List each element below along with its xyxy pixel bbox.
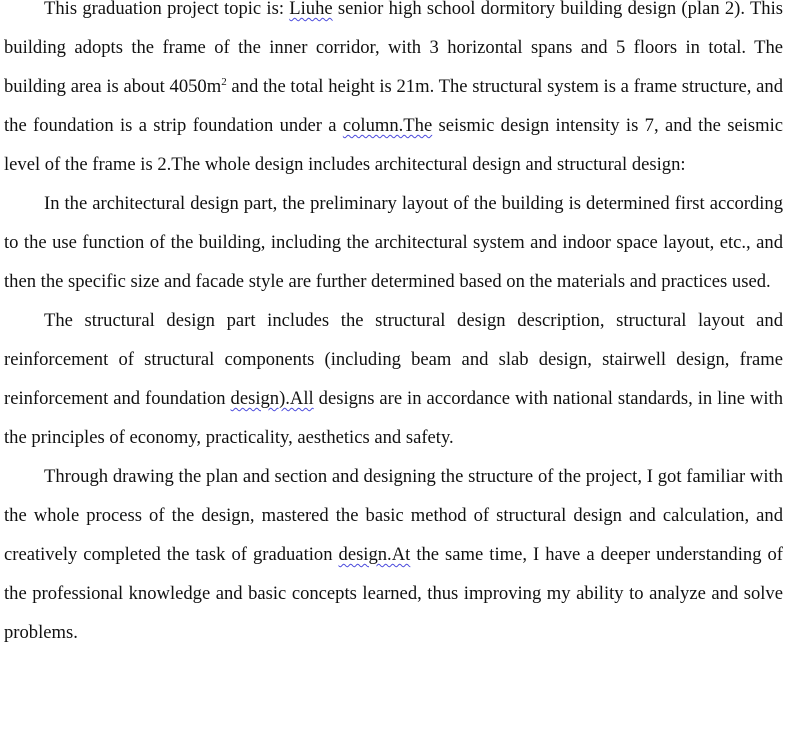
text-segment: In the architectural design part, the preliminary layout of the building is determined first according to the use function of the building, including the architectural system and indoor space layout, etc., and then the specific size and facade style are further determined based on the materials and practices used. bbox=[4, 193, 783, 292]
superscript-exponent: 2 bbox=[221, 76, 227, 88]
spellcheck-flagged-word[interactable]: column.The bbox=[342, 115, 433, 136]
document-page bbox=[4, 0, 783, 652]
paragraph-architectural-design bbox=[4, 184, 783, 301]
paragraph-structural-design bbox=[4, 301, 783, 457]
text-segment: The structural design part includes the structural design description, structural layout and reinforcement of structural components (including beam and slab design, stairwell design, frame reinforcement and foundation bbox=[4, 310, 783, 409]
spellcheck-flagged-word[interactable]: design).All bbox=[230, 388, 314, 409]
text-segment: and the total height is 21m. The structural system is a frame structure, and the foundation is a strip foundation under a bbox=[4, 76, 783, 136]
text-segment: Through drawing the plan and section and designing the structure of the project, I got familiar with the whole process of the design, mastered the basic method of structural design and calculation, and creatively completed the task of graduation bbox=[4, 466, 783, 565]
text-segment: seismic design intensity is 7, and the seismic level of the frame is 2.The whole design includes architectural design and structural design: bbox=[4, 115, 783, 175]
text-segment: the same time, I have a deeper understanding of the professional knowledge and basic concepts learned, thus improving my ability to analyze and solve problems. bbox=[4, 544, 783, 643]
paragraph-conclusion bbox=[4, 457, 783, 652]
text-segment: senior high school dormitory building design (plan 2). This building adopts the frame of the inner corridor, with 3 horizontal spans and 5 floors in total. The building area is about 4050m bbox=[4, 0, 783, 97]
paragraph-project-overview bbox=[4, 0, 783, 184]
spellcheck-flagged-word[interactable]: Liuhe bbox=[289, 0, 333, 19]
spellcheck-flagged-word[interactable]: design.At bbox=[338, 544, 411, 565]
text-segment: designs are in accordance with national standards, in line with the principles of economy, practicality, aesthetics and safety. bbox=[4, 388, 783, 448]
text-segment: This graduation project topic is: bbox=[44, 0, 290, 19]
